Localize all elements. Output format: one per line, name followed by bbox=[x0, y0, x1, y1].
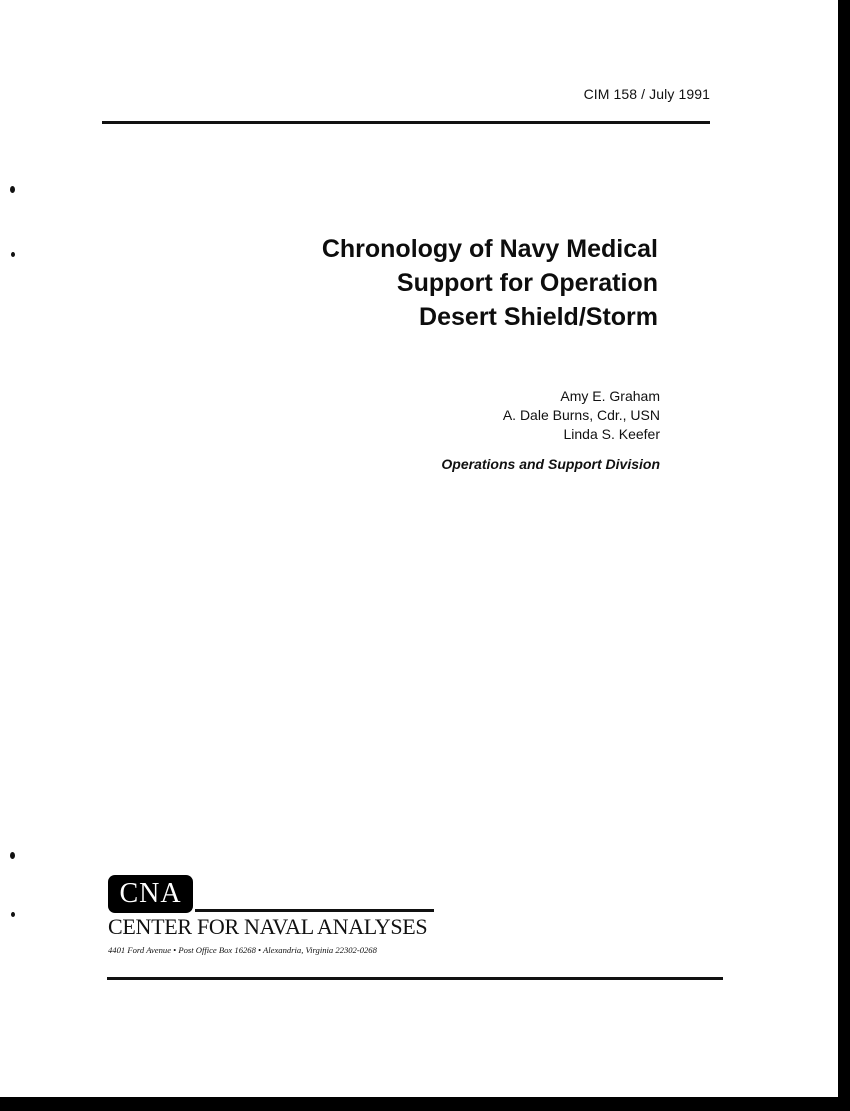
document-id: CIM 158 / July 1991 bbox=[583, 86, 710, 102]
scan-speck bbox=[11, 912, 15, 917]
document-title bbox=[250, 232, 658, 334]
bottom-divider bbox=[107, 977, 723, 980]
author-name: Linda S. Keefer bbox=[563, 426, 660, 442]
author-list bbox=[420, 387, 660, 444]
scan-speck bbox=[10, 852, 15, 859]
scan-speck bbox=[10, 186, 15, 193]
top-divider bbox=[102, 121, 710, 124]
scan-border-right bbox=[838, 0, 850, 1111]
cna-logo: CNA bbox=[108, 875, 193, 913]
author-name: A. Dale Burns, Cdr., USN bbox=[502, 407, 660, 423]
title-line: Chronology of Navy Medical bbox=[321, 235, 658, 263]
scan-speck bbox=[11, 252, 15, 257]
organization-name: CENTER FOR NAVAL ANALYSES bbox=[108, 914, 428, 939]
scan-border-bottom bbox=[0, 1097, 850, 1111]
division-name: Operations and Support Division bbox=[441, 456, 660, 472]
title-line: Desert Shield/Storm bbox=[419, 303, 658, 331]
title-line: Support for Operation bbox=[396, 269, 658, 297]
author-name: Amy E. Graham bbox=[560, 388, 660, 404]
organization-address: 4401 Ford Avenue • Post Office Box 16268 • Alexandria, Virginia 22302-0268 bbox=[108, 945, 377, 955]
logo-rule bbox=[195, 909, 434, 912]
